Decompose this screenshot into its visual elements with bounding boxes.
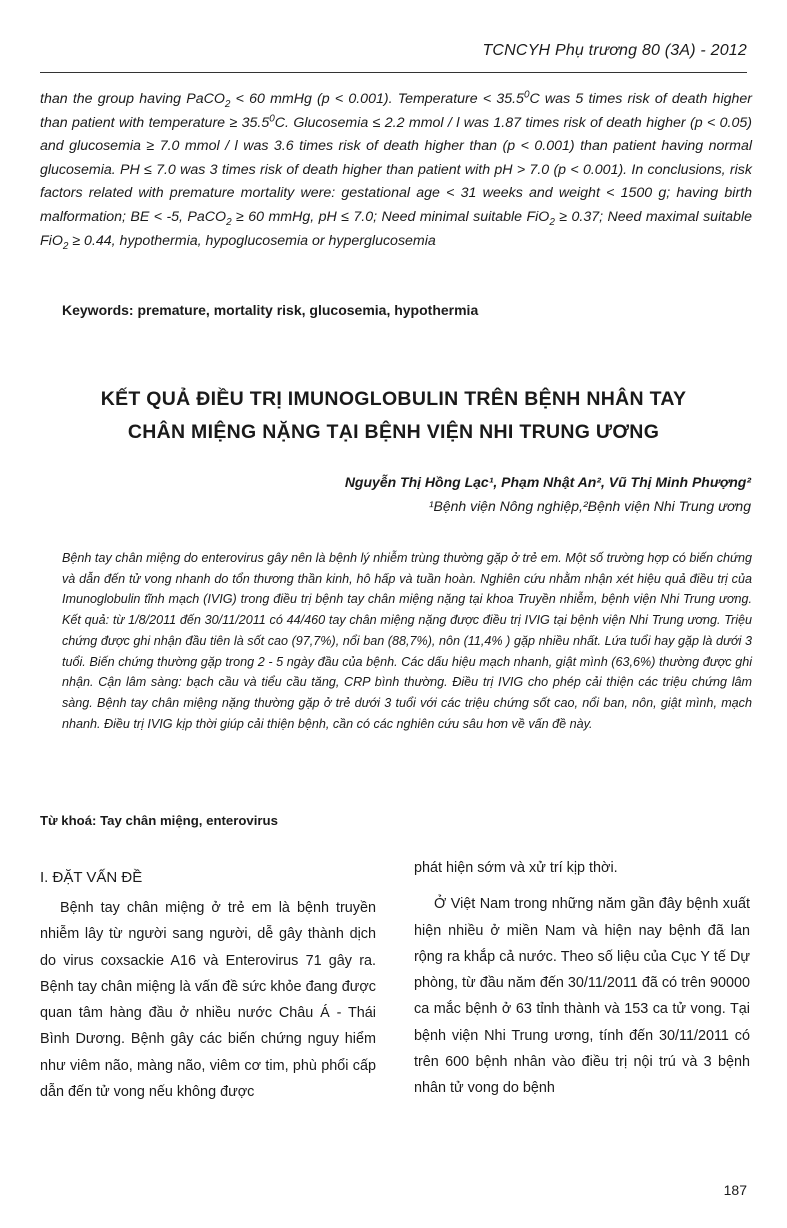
- body-column-left: [40, 865, 376, 1105]
- journal-header: TCNCYH Phụ trương 80 (3A) - 2012: [482, 42, 747, 59]
- author-names: Nguyễn Thị Hồng Lạc¹, Phạm Nhật An², Vũ Thị Minh Phượng²: [344, 474, 751, 490]
- vietnamese-keywords: Từ khoá: Tay chân miệng, enterovirus: [40, 813, 278, 828]
- header-divider: [40, 72, 747, 73]
- page-number: 187: [723, 1182, 747, 1198]
- article-title: [30, 383, 757, 449]
- title-line-2: CHÂN MIỆNG NẶNG TẠI BỆNH VIỆN NHI TRUNG ƯƠNG: [127, 421, 660, 443]
- body-paragraph: Bệnh tay chân miệng ở trẻ em là bệnh truyền nhiễm lây từ người sang người, dễ gây thành dịch do virus coxsackie A16 và Enterovirus 71 gây ra. Bệnh tay chân miệng là vấn đề sức khỏe đang được quan tâm hàng đầu ở nhiều nước Châu Á - Thái Bình Dương. Bệnh gây các biến chứng nguy hiểm như viêm não, màng não, viêm cơ tim, phù phổi cấp dẫn đến tử vong nếu không được: [40, 900, 376, 1101]
- body-paragraph-continued: phát hiện sớm và xử trí kịp thời.: [414, 860, 618, 876]
- english-keywords: Keywords: premature, mortality risk, glucosemia, hypothermia: [62, 302, 479, 318]
- author-block: [345, 470, 751, 518]
- section-heading: I. ĐẶT VẤN ĐỀ: [40, 869, 143, 886]
- body-column-right: [414, 855, 750, 1102]
- author-affiliations: ¹Bệnh viện Nông nghiệp,²Bệnh viện Nhi Trung ương: [428, 498, 751, 514]
- title-line-1: KẾT QUẢ ĐIỀU TRỊ IMUNOGLOBULIN TRÊN BỆNH NHÂN TAY: [100, 388, 687, 410]
- english-abstract: than the group having PaCO$_2$ < 60 mmHg (p < 0.001). Temperature < $35.5^0C$ was 5 times risk of death higher than patient with temperature ≥ $35.5^0C$. Glucosemia ≤ 2.2 mmol / l was 1.87 times risk of death higher (p < 0.05) and glucosemia ≥ 7.0 mmol / l was 3.6 times risk of death higher than (p < 0.001) than patient having normal glucosemia. PH ≤ 7.0 was 3 times risk of death higher than patient with pH > 7.0 (p < 0.001). In conclusions, risk factors related with premature mortality were: gestational age < 31 weeks and weight < 1500 g; having birth malformation; BE < -5, PaCO$_2$ ≥ 60 mmHg, pH ≤ 7.0; Need minimal suitable FiO$_2$ ≥ 0.37; Need maximal suitable FiO$_2$ ≥ 0.44, hypothermia, hypoglucosemia or hyperglucosemia: [40, 89, 753, 252]
- vietnamese-abstract: Bệnh tay chân miệng do enterovirus gây nên là bệnh lý nhiễm trùng thường gặp ở trẻ em. Một số trường hợp có biến chứng và dẫn đến tử vong nhanh do tổn thương thần kinh, hô hấp và tuần hoàn. Nghiên cứu nhằm nhận xét hiệu quả điều trị của Imunoglobulin tĩnh mạch (IVIG) trong điều trị bệnh tay chân miệng nặng tại khoa Truyền nhiễm, bệnh viện Nhi Trung ương. Kết quả: từ 1/8/2011 đến 30/11/2011 có 44/460 tay chân miệng nặng được điều trị IVIG tại bệnh viện Nhi Trung ương. Triệu chứng được ghi nhận đầu tiên là sốt cao (97,7%), nổi ban (88,7%), nôn (11,4% ) gặp nhiều nhất. Lứa tuổi hay gặp là dưới 3 tuổi. Biến chứng thường gặp trong 2 - 5 ngày đầu của bệnh. Các dấu hiệu mạch nhanh, giật mình (63,6%) thường được ghi nhận. Cận lâm sàng: bạch cầu và tiểu cầu tăng, CRP bình thường. Điều trị IVIG cho phép cải thiện các triệu chứng lâm sàng. Bệnh tay chân miệng nặng thường gặp ở trẻ dưới 3 tuổi với các triệu chứng sốt cao, nổi ban, nôn, giật mình, mạch nhanh. Điều trị IVIG kịp thời giúp cải thiện bệnh, cần có các nghiên cứu sâu hơn về vấn đề này.: [62, 551, 752, 731]
- body-paragraph: Ở Việt Nam trong những năm gần đây bệnh xuất hiện nhiều ở miền Nam và hiện nay bệnh đã lan rộng ra khắp cả nước. Theo số liệu của Cục Y tế Dự phòng, từ đầu năm đến 30/11/2011 đã có trên 90000 ca mắc bệnh ở 63 tỉnh thành và 153 ca tử vong. Tại bệnh viện Nhi Trung ương, tính đến 30/11/2011 có trên 600 bệnh nhân vào điều trị nội trú và 3 bệnh nhân tử vong do bệnh: [414, 896, 750, 1097]
